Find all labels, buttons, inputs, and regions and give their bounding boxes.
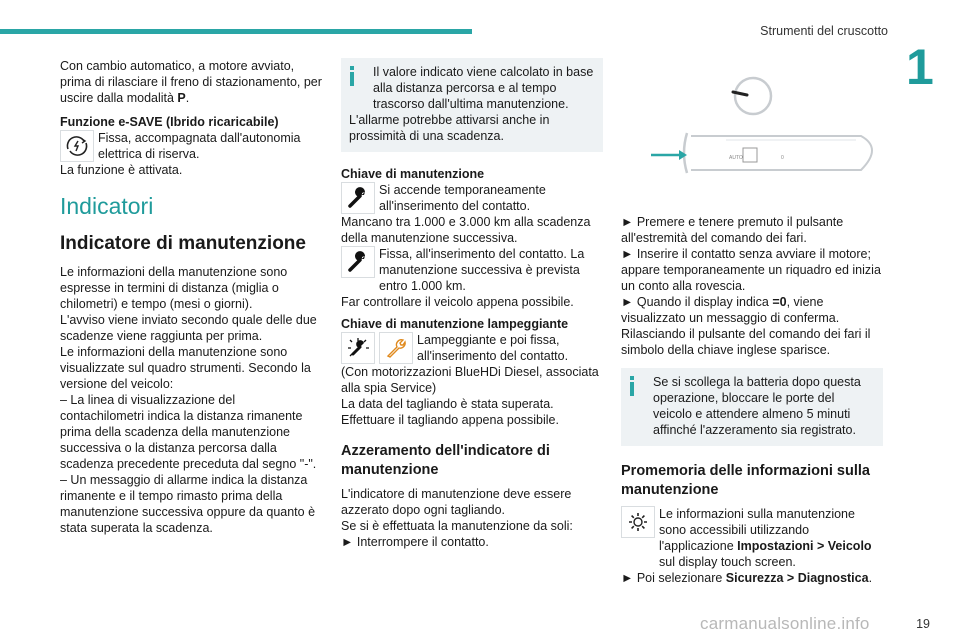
- wrench-outline-icon: [379, 332, 413, 364]
- reset-step1: ► Interrompere il contatto.: [341, 535, 489, 549]
- info-icon: [630, 376, 634, 396]
- reminder-row: [621, 506, 883, 570]
- chapter-number: 1: [906, 39, 934, 95]
- esave-title: Funzione e-SAVE (Ibrido ricaricabile): [60, 115, 279, 129]
- wrench-icon: [341, 182, 375, 214]
- info-note-1: [341, 58, 603, 152]
- maintenance-heading: Indicatore di manutenzione: [60, 233, 306, 254]
- maint-paragraph-1: Le informazioni della manutenzione sono espresse in termini di distanza (miglia o chilometri) e tempo (mesi o giorni).: [60, 265, 288, 311]
- key-a2-text: Mancano tra 1.000 e 3.000 km alla scadenza della manutenzione successiva.: [341, 215, 591, 245]
- reminder-text: Le informazioni sulla manutenzione sono accessibili utilizzando l'applicazione Impostazioni > Veicolo sul display touch screen.: [659, 507, 872, 569]
- info-icon: [350, 66, 354, 86]
- maint-paragraph-3: Le informazioni della manutenzione sono visualizzate sul quadro strumenti. Secondo la versione del veicolo:: [60, 345, 311, 391]
- note2-text: Se si scollega la batteria dopo questa operazione, bloccare le porte del veicolo e attendere almeno 5 minuti affinché l'azzeramento sia registrato.: [653, 375, 861, 437]
- key-b2-text: Far controllare il veicolo appena possibile.: [341, 295, 574, 309]
- auto-label: AUTO: [729, 155, 743, 161]
- step-2: ► Inserire il contatto senza avviare il motore; appare temporaneamente un riquadro ed inizia un conto alla rovescia.: [621, 247, 881, 293]
- note1b-text: L'allarme potrebbe attivarsi anche in prossimità di una scadenza.: [349, 113, 550, 143]
- reset-p2: Se si è effettuata la manutenzione da soli:: [341, 519, 573, 533]
- zero-label: 0: [781, 155, 784, 161]
- maint-paragraph-5: – Un messaggio di allarme indica la distanza rimanente e il tempo rimasto prima della manutenzione successiva oppure da quanto è stata superata la scadenza.: [60, 473, 316, 535]
- key-flash-p2: (Con motorizzazioni BlueHDi Diesel, associata alla spia Service): [341, 365, 599, 395]
- step-1: ► Premere e tenere premuto il pulsante all'estremità del comando dei fari.: [621, 215, 844, 245]
- esave-row: [60, 130, 322, 162]
- indicators-heading: Indicatori: [60, 193, 154, 219]
- reminder-heading: Promemoria delle informazioni sulla manutenzione: [621, 463, 870, 498]
- note1-text: Il valore indicato viene calcolato in base alla distanza percorsa e al tempo trascorso dall'ultima manutenzione.: [373, 65, 594, 111]
- key-flash-text: Lampeggiante e poi fissa, all'inserimento del contatto.: [417, 333, 569, 363]
- step-3: ► Quando il display indica =0, viene visualizzato un messaggio di conferma.: [621, 295, 840, 325]
- esave-text: Fissa, accompagnata dall'autonomia elettrica di riserva.: [98, 131, 301, 161]
- key-flash-p4: Effettuare il tagliando appena possibile.: [341, 413, 559, 427]
- key-flash-title: Chiave di manutenzione lampeggiante: [341, 317, 569, 331]
- steering-wheel-icon: [735, 78, 771, 114]
- maint-paragraph-4: – La linea di visualizzazione del contachilometri indica la distanza rimanente prima della scadenza della manutenzione successiva o la distanza percorsa dalla scadenza precedente preceduta dal segno "-".: [60, 393, 317, 471]
- esave-after: La funzione è attivata.: [60, 163, 183, 177]
- key-b-text: Fissa, all'inserimento del contatto. La manutenzione successiva è prevista entro 1.000 km.: [379, 247, 585, 293]
- header-accent-bar: [0, 29, 472, 34]
- reset-heading: Azzeramento dell'indicatore di manutenzione: [341, 443, 550, 478]
- key-flash-p3: La data del tagliando è stata superata.: [341, 397, 554, 411]
- step-4: Rilasciando il pulsante del comando dei fari il simbolo della chiave inglese sparisce.: [621, 327, 871, 357]
- key-a-text: Si accende temporaneamente all'inserimento del contatto.: [379, 183, 546, 213]
- reset-p1: L'indicatore di manutenzione deve essere azzerato dopo ogni tagliando.: [341, 487, 572, 517]
- flashing-wrench-icon: [341, 332, 375, 364]
- info-note-2: [621, 368, 883, 446]
- key-title: Chiave di manutenzione: [341, 167, 485, 181]
- column-left: [60, 58, 322, 536]
- key-flash-row: [341, 332, 603, 364]
- reminder-step: ► Poi selezionare Sicurezza > Diagnostica.: [621, 571, 873, 585]
- maint-paragraph-2: L'avviso viene inviato secondo quale delle due scadenze viene raggiunta per prima.: [60, 313, 317, 343]
- column-middle: [341, 58, 603, 550]
- gear-icon: [621, 506, 655, 538]
- section-title: Strumenti del cruscotto: [760, 24, 888, 38]
- esave-icon: [60, 130, 94, 162]
- key-row-b: [341, 246, 603, 294]
- watermark: carmanualsonline.info: [700, 614, 870, 633]
- lighting-stalk-illustration: [621, 58, 883, 208]
- wrench-icon: [341, 246, 375, 278]
- page-number: 19: [916, 617, 930, 631]
- intro-paragraph: Con cambio automatico, a motore avviato, prima di rilasciare il freno di stazionamento, per uscire dalla modalità P.: [60, 59, 322, 105]
- key-row-a: [341, 182, 603, 214]
- column-right: [621, 58, 883, 586]
